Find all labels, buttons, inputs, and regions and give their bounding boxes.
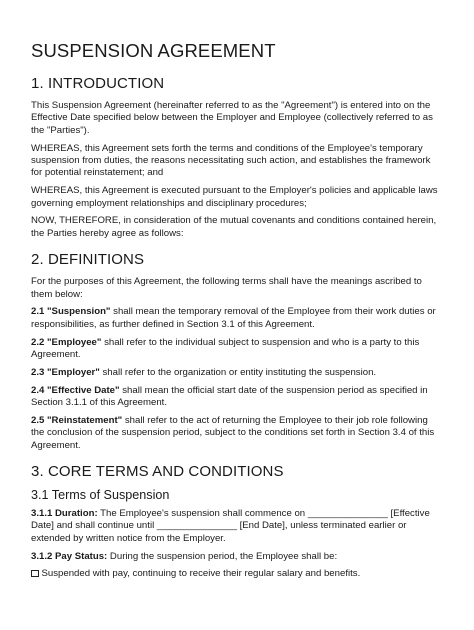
checkbox-label: Suspended with pay, continuing to receive their regular salary and benefits. bbox=[41, 568, 361, 580]
definition-item bbox=[31, 306, 443, 331]
paragraph: WHEREAS, this Agreement is executed pursuant to the Employer's policies and applicable laws governing employment relationships and disciplinary procedures; bbox=[31, 185, 438, 209]
subsection-terms-of-suspension bbox=[31, 488, 443, 581]
clause-term: 3.1.2 Pay Status: bbox=[31, 550, 108, 562]
section-heading: 1. INTRODUCTION bbox=[31, 75, 165, 92]
paragraph: NOW, THEREFORE, in consideration of the mutual covenants and conditions contained herein, the Parties hereby agree as follows: bbox=[31, 215, 437, 239]
definition-item bbox=[31, 337, 443, 362]
definition-text: shall refer to the individual subject to suspension and who is a party to this Agreement. bbox=[31, 336, 420, 361]
section-heading: 3. CORE TERMS AND CONDITIONS bbox=[31, 463, 284, 481]
definition-text: shall refer to the organization or entity instituting the suspension. bbox=[99, 366, 377, 378]
definition-term: 2.3 "Employer" bbox=[31, 366, 100, 378]
definition-term: 2.2 "Employee" bbox=[31, 336, 102, 348]
clause-duration bbox=[31, 508, 443, 545]
checkbox-icon[interactable] bbox=[31, 570, 39, 578]
clause-text: During the suspension period, the Employee shall be: bbox=[107, 550, 338, 562]
clause-term: 3.1.1 Duration: bbox=[31, 508, 98, 520]
definition-term: 2.1 "Suspension" bbox=[31, 306, 111, 318]
clause-pay-status bbox=[31, 551, 443, 563]
definition-text: shall mean the official start date of the suspension period as specified in Section 3.1.1 of this Agreement. bbox=[31, 384, 428, 409]
definition-text: shall mean the temporary removal of the Employee from their work duties or responsibilities, as further defined in Section 3.1 of this Agreement. bbox=[31, 306, 436, 330]
paragraph: WHEREAS, this Agreement sets forth the terms and conditions of the Employee's temporary suspension from duties, the reasons necessitating such action, and establishes the framework for potential reinstatement; and bbox=[31, 142, 431, 179]
section-definitions bbox=[31, 251, 443, 452]
definition-term: 2.4 "Effective Date" bbox=[31, 384, 120, 396]
section-heading: 2. DEFINITIONS bbox=[31, 251, 145, 269]
definition-text: shall refer to the act of returning the Employee to their job role following the conclusion of the suspension period, subject to the conditions set forth in Section 3.4 of this Agreement. bbox=[31, 414, 435, 451]
definition-item bbox=[31, 385, 443, 410]
subsection-heading: 3.1 Terms of Suspension bbox=[31, 488, 170, 503]
paragraph: For the purposes of this Agreement, the following terms shall have the meanings ascribed to them below: bbox=[31, 276, 422, 300]
document-title: SUSPENSION AGREEMENT bbox=[31, 40, 276, 61]
definition-item bbox=[31, 415, 443, 452]
paragraph: This Suspension Agreement (hereinafter referred to as the "Agreement") is entered into on the Effective Date specified below between the Employer and Employee (collectively referred to as the "Parties"). bbox=[31, 100, 433, 136]
definition-item bbox=[31, 367, 443, 379]
section-core-terms bbox=[31, 463, 443, 581]
definition-term: 2.5 "Reinstatement" bbox=[31, 414, 123, 426]
checkbox-option bbox=[31, 568, 443, 580]
clause-text: The Employee's suspension shall commence on _______________ [Effective Date] and shall continue until _______________ [End Date], unless terminated earlier or extended by written notice from the Employer. bbox=[31, 508, 430, 544]
section-introduction bbox=[31, 75, 443, 240]
